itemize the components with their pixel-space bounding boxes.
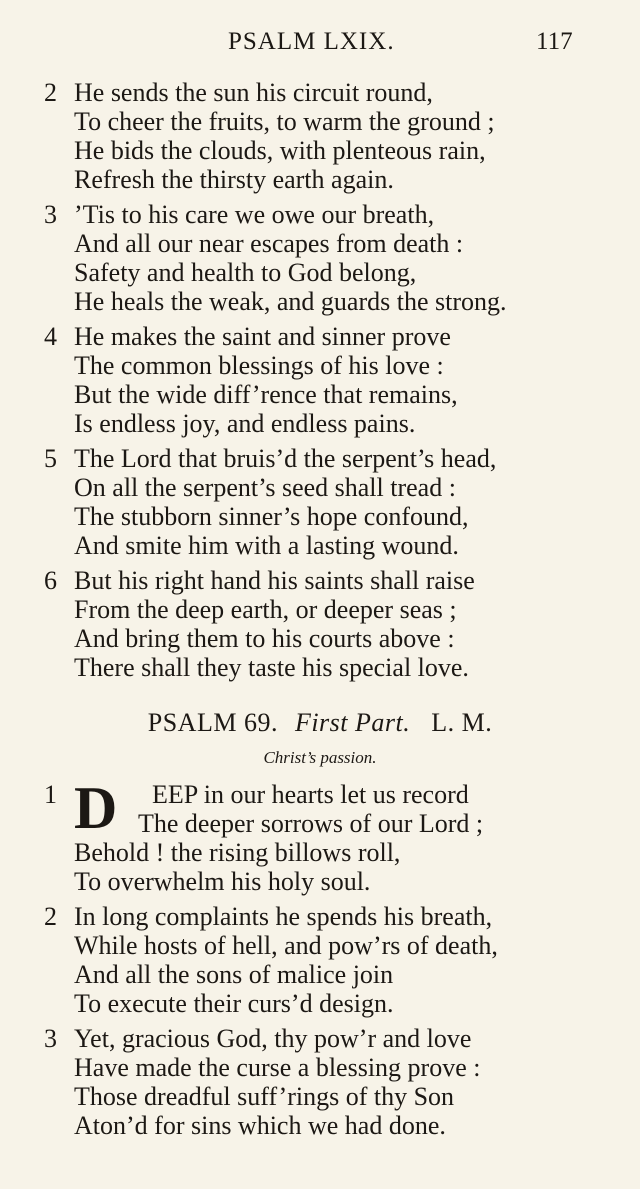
verse-line xyxy=(0,107,640,136)
verse-line xyxy=(0,902,640,931)
verse-text: There shall they taste his special love. xyxy=(74,653,469,682)
verse-text: Those dreadful suff’rings of thy Son xyxy=(74,1082,455,1111)
drop-cap: D xyxy=(74,775,118,841)
verse-text: While hosts of hell, and pow’rs of death, xyxy=(74,931,498,960)
verse-text: EEP in our hearts let us record xyxy=(152,780,469,809)
verse-text: And all the sons of malice join xyxy=(74,960,394,989)
verse-text: The common blessings of his love : xyxy=(74,351,444,380)
verse-text: And bring them to his courts above : xyxy=(74,624,455,653)
page-number: 117 xyxy=(536,28,573,55)
stanza xyxy=(0,566,640,682)
running-title: PSALM LXIX. xyxy=(228,28,395,55)
verse-line xyxy=(0,960,640,989)
verse-line xyxy=(0,809,640,838)
verse-line xyxy=(0,531,640,560)
stanza-group-bottom xyxy=(0,775,640,1140)
verse-line xyxy=(0,1082,640,1111)
verse-line xyxy=(0,351,640,380)
verse-line xyxy=(0,444,640,473)
psalm-heading xyxy=(0,708,640,738)
stanza-number: 2 xyxy=(44,78,57,107)
stanza-group-top xyxy=(0,78,640,682)
verse-line xyxy=(0,595,640,624)
verse-line xyxy=(0,780,640,809)
verse-text: To overwhelm his holy soul. xyxy=(74,867,371,896)
verse-line xyxy=(0,287,640,316)
verse-text: The deeper sorrows of our Lord ; xyxy=(138,809,484,838)
verse-text: Behold ! the rising billows roll, xyxy=(74,838,401,867)
verse-text: Have made the curse a blessing prove : xyxy=(74,1053,481,1082)
stanza-number: 1 xyxy=(44,780,57,809)
verse-text: The Lord that bruis’d the serpent’s head, xyxy=(74,444,497,473)
verse-text: In long complaints he spends his breath, xyxy=(74,902,493,931)
verse-text: He bids the clouds, with plenteous rain, xyxy=(74,136,486,165)
stanza xyxy=(0,902,640,1018)
stanza xyxy=(0,322,640,438)
verse-line xyxy=(0,1053,640,1082)
verse-line xyxy=(0,1111,640,1140)
stanza xyxy=(0,775,640,896)
verse-line xyxy=(0,502,640,531)
psalm-part: First Part. xyxy=(294,708,411,737)
verse-line xyxy=(0,380,640,409)
stanza-number: 4 xyxy=(44,322,57,351)
stanza-number: 6 xyxy=(44,566,57,595)
verse-text: He sends the sun his circuit round, xyxy=(74,78,433,107)
verse-text: Refresh the thirsty earth again. xyxy=(74,165,394,194)
verse-text: Yet, gracious God, thy pow’r and love xyxy=(74,1024,472,1053)
verse-text: To cheer the fruits, to warm the ground ; xyxy=(74,107,495,136)
verse-text: From the deep earth, or deeper seas ; xyxy=(74,595,457,624)
verse-line xyxy=(0,867,640,896)
verse-line xyxy=(0,624,640,653)
verse-line xyxy=(0,78,640,107)
verse-text: Is endless joy, and endless pains. xyxy=(74,409,416,438)
verse-line xyxy=(0,409,640,438)
stanza-number: 3 xyxy=(44,1024,57,1053)
psalm-meter: L. M. xyxy=(431,708,493,737)
verse-line xyxy=(0,653,640,682)
stanza-number: 5 xyxy=(44,444,57,473)
verse-text: Aton’d for sins which we had done. xyxy=(74,1111,446,1140)
verse-text: To execute their curs’d design. xyxy=(74,989,394,1018)
psalm-title: PSALM 69. xyxy=(147,708,278,737)
verse-line xyxy=(0,136,640,165)
verse-line xyxy=(0,1024,640,1053)
verse-line xyxy=(0,838,640,867)
verse-text: But the wide diff’rence that remains, xyxy=(74,380,458,409)
verse-text: On all the serpent’s seed shall tread : xyxy=(74,473,456,502)
psalm-subtitle: Christ’s passion. xyxy=(263,748,377,767)
verse-line xyxy=(0,989,640,1018)
verse-line xyxy=(0,258,640,287)
verse-line xyxy=(0,931,640,960)
verse-text: The stubborn sinner’s hope confound, xyxy=(74,502,469,531)
verse-line xyxy=(0,473,640,502)
stanza xyxy=(0,200,640,316)
verse-line xyxy=(0,229,640,258)
stanza-number: 2 xyxy=(44,902,57,931)
verse-line xyxy=(0,322,640,351)
stanza xyxy=(0,78,640,194)
stanza-number: 3 xyxy=(44,200,57,229)
verse-line xyxy=(0,165,640,194)
verse-text: And smite him with a lasting wound. xyxy=(74,531,459,560)
verse-line xyxy=(0,200,640,229)
verse-text: ’Tis to his care we owe our breath, xyxy=(74,200,435,229)
verse-text: Safety and health to God belong, xyxy=(74,258,417,287)
page-header xyxy=(0,28,640,68)
stanza xyxy=(0,1024,640,1140)
verse-text: But his right hand his saints shall raise xyxy=(74,566,475,595)
verse-text: He heals the weak, and guards the strong. xyxy=(74,287,507,316)
verse-line xyxy=(0,566,640,595)
verse-text: And all our near escapes from death : xyxy=(74,229,464,258)
stanza xyxy=(0,444,640,560)
verse-text: He makes the saint and sinner prove xyxy=(74,322,451,351)
